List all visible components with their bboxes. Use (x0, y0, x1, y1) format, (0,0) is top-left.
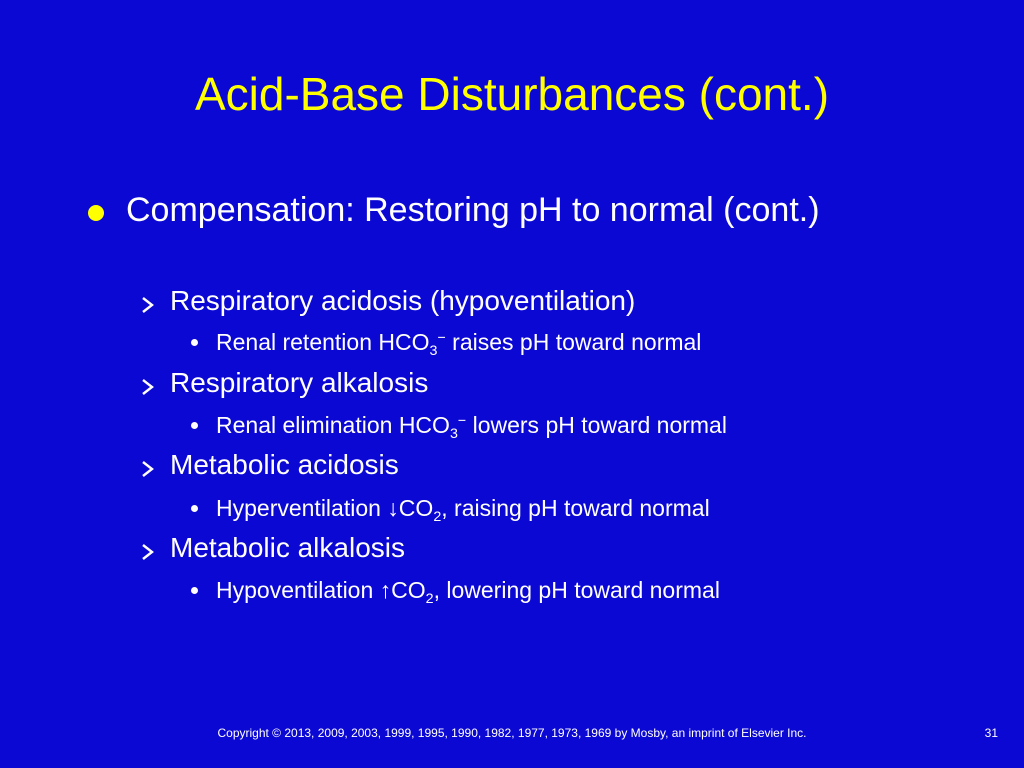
detail-text-tail: , raising pH toward normal (441, 495, 710, 521)
detail-text (216, 576, 720, 607)
detail-text-main: Hyperventilation ↓CO (216, 495, 434, 521)
filled-circle-bullet-icon (88, 205, 104, 221)
detail-text-main: Renal elimination HCO (216, 412, 450, 438)
detail-text-tail: , lowering pH toward normal (433, 577, 720, 603)
dot-bullet-icon (191, 339, 198, 346)
detail-text-main: Hypoventilation ↑CO (216, 577, 426, 603)
detail-text-tail: lowers pH toward normal (466, 412, 727, 438)
detail-text-main: Renal retention HCO (216, 329, 430, 355)
detail-subscript: 2 (433, 508, 442, 525)
sub-bullet-heading: Metabolic alkalosis (170, 532, 405, 563)
detail-subscript: 3 (429, 342, 438, 359)
main-bullet-text: Compensation: Restoring pH to normal (cont.) (126, 191, 820, 229)
detail-superscript: − (437, 330, 446, 347)
dot-bullet-icon (191, 587, 198, 594)
copyright-footer: Copyright © 2013, 2009, 2003, 1999, 1995, 1990, 1982, 1977, 1973, 1969 by Mosby, an imprint of Elsevier Inc. (217, 726, 807, 740)
sub-bullet-heading: Metabolic acidosis (170, 449, 399, 480)
detail-subscript: 2 (425, 590, 434, 607)
page-number: 31 (984, 726, 998, 740)
slide-title: Acid-Base Disturbances (cont.) (194, 68, 830, 120)
dot-bullet-icon (191, 422, 198, 429)
dot-bullet-icon (191, 505, 198, 512)
arrowhead-bullet-icon (139, 378, 157, 396)
arrowhead-bullet-icon (139, 296, 157, 314)
detail-subscript: 3 (449, 425, 458, 442)
detail-text (216, 494, 710, 525)
detail-superscript: − (457, 413, 467, 430)
sub-bullet-heading: Respiratory acidosis (hypoventilation) (170, 285, 636, 316)
arrowhead-bullet-icon (139, 460, 157, 478)
arrowhead-bullet-icon (139, 543, 157, 561)
detail-text (216, 328, 702, 359)
detail-text (216, 411, 727, 442)
sub-bullet-heading: Respiratory alkalosis (170, 367, 429, 398)
detail-text-tail: raises pH toward normal (445, 329, 702, 355)
